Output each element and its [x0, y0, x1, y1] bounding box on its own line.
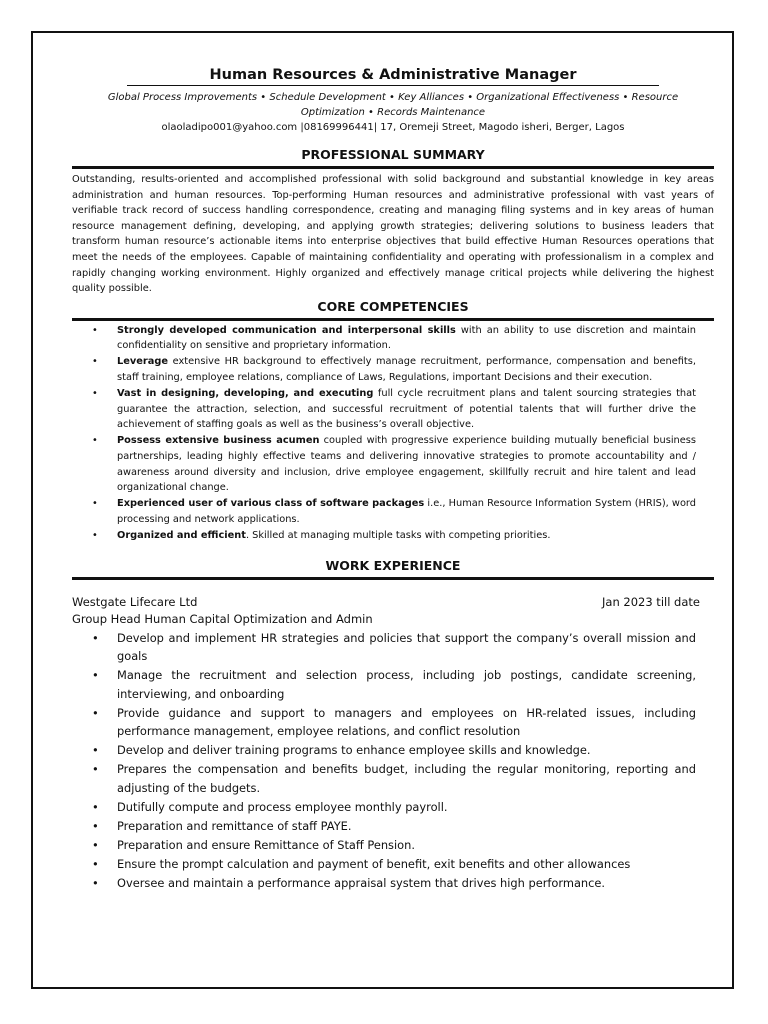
- competencies-list: [72, 323, 714, 544]
- bullet-icon: •: [92, 837, 99, 852]
- resume-tagline: Global Process Improvements • Schedule Development • Key Alliances • Organizational Effectiveness • Resource Optimization • Records Maintenance: [107, 92, 679, 118]
- bullet-icon: •: [92, 435, 98, 447]
- duty-text: Provide guidance and support to managers and employees on HR-related issues, including performance management, employee relations, and conflict resolution: [117, 705, 696, 739]
- bullet-icon: •: [92, 875, 99, 890]
- duty-text: Dutifully compute and process employee monthly payroll.: [117, 799, 448, 814]
- bullet-icon: •: [92, 388, 98, 400]
- resume-page: [72, 66, 714, 893]
- bullet-icon: •: [92, 799, 99, 814]
- list-item: [72, 629, 714, 666]
- list-item: [72, 760, 714, 797]
- competency-text: full cycle recruitment plans and talent sourcing strategies that guarantee the attraction, selection, and successful recruitment of potential talents that will further drive the achievement of staffing goals as well as the business’s overall objective.: [117, 388, 696, 431]
- bullet-icon: •: [92, 743, 99, 758]
- competency-text: extensive HR background to effectively manage recruitment, performance, compensation and benefits, staff training, employee relations, compliance of Laws, Regulations, important Decisions and their execution.: [117, 356, 696, 384]
- bullet-icon: •: [92, 668, 99, 683]
- competency-lead: Organized and efficient: [117, 529, 246, 541]
- summary-heading: PROFESSIONAL SUMMARY: [301, 147, 485, 162]
- summary-text: Outstanding, results-oriented and accomplished professional with solid background and substantial knowledge in key areas administration and human resources. Top-performing Human resources and administrative professional with vast years of verifiable track record of success handling correspondence, creating and managing filing systems and in key areas of human resource management defining, developing, and applying growth strategies; delivering solutions to business leaders that transform human resource’s actionable items into enterprise objectives that build effective Human Resources operations that meet the needs of the employees. Capable of maintaining confidentiality and operating with professionalism in a complex and rapidly changing working environment. Highly organized and effectively manage critical projects while delivering the highest quality possible.: [72, 174, 714, 295]
- duty-text: Manage the recruitment and selection process, including job postings, candidate screening, interviewing, and onboarding: [117, 668, 696, 701]
- competencies-divider: [72, 318, 714, 321]
- bullet-icon: •: [92, 498, 98, 510]
- competencies-heading: CORE COMPETENCIES: [317, 298, 469, 314]
- competency-lead: Strongly developed communication and interpersonal skills: [117, 324, 456, 336]
- competency-lead: Vast in designing, developing, and executing: [117, 388, 374, 400]
- bullet-icon: •: [92, 705, 99, 720]
- company-name: Westgate Lifecare Ltd: [72, 594, 198, 609]
- bullet-icon: •: [92, 818, 99, 833]
- competency-text: with an ability to use discretion and maintain confidentiality on sensitive and proprietary information.: [117, 324, 696, 352]
- bullet-icon: •: [92, 762, 99, 777]
- experience-heading: WORK EXPERIENCE: [325, 557, 461, 573]
- list-item: [72, 704, 714, 741]
- duty-text: Develop and deliver training programs to enhance employee skills and knowledge.: [117, 743, 591, 758]
- competency-lead: Experienced user of various class of software packages: [117, 498, 425, 510]
- list-item: [72, 741, 714, 760]
- job-header: [72, 594, 714, 611]
- list-item: [72, 528, 714, 544]
- job-title: Group Head Human Capital Optimization and Admin: [72, 611, 373, 626]
- list-item: [72, 496, 714, 527]
- list-item: [72, 836, 714, 855]
- list-item: [72, 433, 714, 495]
- duty-text: Ensure the prompt calculation and payment of benefit, exit benefits and other allowances: [117, 856, 631, 871]
- list-item: [72, 874, 714, 893]
- contact-line: olaoladipo001@yahoo.com |08169996441| 17, Oremeji Street, Magodo isheri, Berger, Lagos: [161, 122, 625, 133]
- competency-lead: Possess extensive business acumen: [117, 435, 320, 447]
- list-item: [72, 323, 714, 354]
- competency-lead: Leverage: [117, 356, 169, 368]
- competency-text: . Skilled at managing multiple tasks with competing priorities.: [245, 529, 551, 541]
- bullet-icon: •: [92, 356, 98, 368]
- duties-list: [72, 629, 714, 893]
- competency-text: i.e., Human Resource Information System (HRIS), word processing and network applications.: [117, 498, 697, 525]
- list-item: [72, 354, 714, 385]
- duty-text: Preparation and ensure Remittance of Staff Pension.: [117, 837, 415, 852]
- experience-divider: [72, 577, 714, 580]
- bullet-icon: •: [92, 324, 98, 336]
- bullet-icon: •: [92, 856, 99, 871]
- bullet-icon: •: [92, 529, 98, 541]
- list-item: [72, 855, 714, 874]
- duty-text: Oversee and maintain a performance appraisal system that drives high performance.: [117, 875, 606, 890]
- bullet-icon: •: [92, 630, 99, 645]
- list-item: [72, 817, 714, 836]
- duty-text: Develop and implement HR strategies and policies that support the company’s overall mission and goals: [117, 630, 696, 664]
- competency-text: coupled with progressive experience building mutually beneficial business partnerships, leading highly effective teams and delivering innovative strategies to promote accountability and / awareness around diversity and inclusion, drive employee engagement, skillfully recruit and hire talent and lead organizational change.: [117, 435, 696, 494]
- duty-text: Prepares the compensation and benefits budget, including the regular monitoring, reporting and adjusting of the budgets.: [117, 762, 696, 795]
- duty-text: Preparation and remittance of staff PAYE.: [117, 818, 352, 833]
- summary-divider: [72, 166, 714, 169]
- resume-title: Human Resources & Administrative Manager: [127, 66, 659, 86]
- list-item: [72, 666, 714, 703]
- job-dates: Jan 2023 till date: [602, 594, 700, 609]
- list-item: [72, 386, 714, 433]
- list-item: [72, 798, 714, 817]
